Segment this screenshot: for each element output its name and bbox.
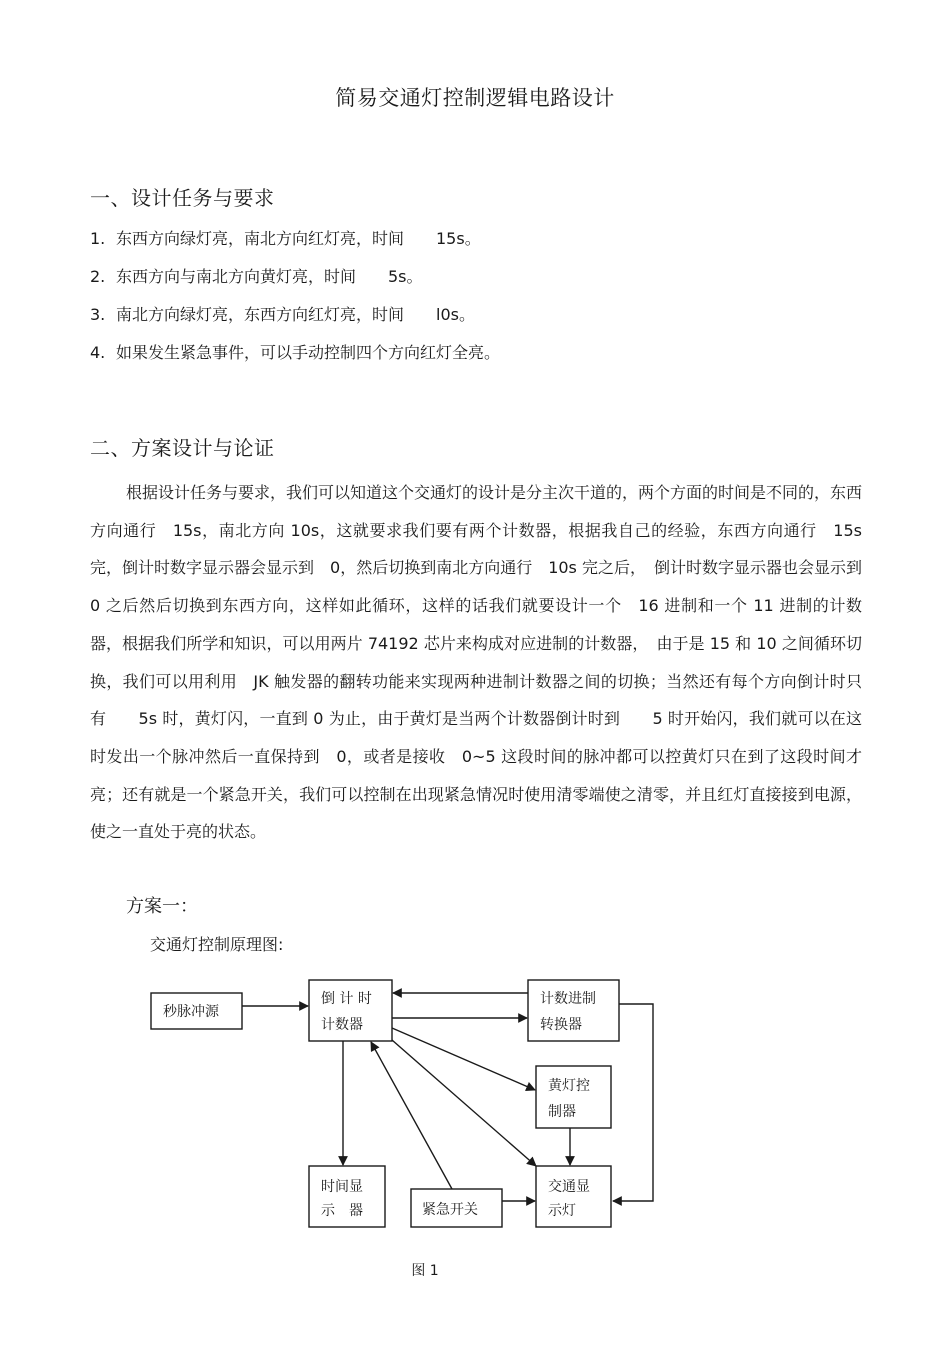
traffic-label-line2: 示灯 [548, 1203, 576, 1219]
section-heading-requirements: 一、设计任务与要求 [90, 186, 275, 210]
figure-label: 图 1 [411, 1263, 439, 1279]
list-item-text: 东西方向绿灯亮，南北方向红灯亮，时间 15s。 [116, 229, 481, 248]
emergency-label: 紧急开关 [422, 1202, 478, 1218]
time-display-label-line2: 示 器 [321, 1203, 363, 1219]
list-item-text: 南北方向绿灯亮，东西方向红灯亮，时间 l0s。 [116, 305, 475, 324]
pulse-source-label: 秒脉冲源 [163, 1004, 219, 1020]
yellow-label-line2: 制器 [548, 1104, 576, 1120]
design-paragraph: 根据设计任务与要求，我们可以知道这个交通灯的设计是分主次干道的，两个方面的时间是不同的，东西方向通行 15s，南北方向 10s，这就要求我们要有两个计数器，根据我自己的经验，东西方向通行 15s 完，倒计时数字显示器会显示到 0，然后切换到南北方向通行 10s 完之后， 倒计时数字显示器也会显示到 0 之后然后切换到东西方向，这样如此循环，这样的话我们就要设计一个 16 进制和一个 11 进制的计数器，根据我们所学和知识，可以用两片 74192 芯片来构成对应进制的计数器， 由于是 15 和 10 之间循环切换，我们可以用利用 JK 触发器的翻转功能来实现两种进制计数器之间的切换；当然还有每个方向倒计时只有 5s 时，黄灯闪，一直到 0 为止，由于黄灯是当两个计数器倒计时到 5 时开始闪，我们就可以在这时发出一个脉冲然后一直保持到 0，或者是接收 0~5 这段时间的脉冲都可以控黄灯只在到了这段时间才亮；还有就是一个紧急开关，我们可以控制在出现紧急情况时使用清零端使之清零，并且红灯直接接到电源，使之一直处于亮的状态。 [90, 483, 879, 842]
countdown-label-line2: 计数器 [321, 1017, 363, 1033]
converter-label-line2: 转换器 [540, 1017, 582, 1033]
diagram-caption: 交通灯控制原理图: [150, 935, 284, 954]
scheme-label: 方案一： [126, 896, 198, 917]
list-item-number: 4. [90, 343, 106, 362]
arrow-emergency-to-counter [371, 1042, 452, 1189]
yellow-label-line1: 黄灯控 [548, 1078, 590, 1094]
list-item-number: 3. [90, 305, 106, 324]
list-item-text: 如果发生紧急事件，可以手动控制四个方向红灯全亮。 [116, 343, 501, 362]
section-heading-design: 二、方案设计与论证 [90, 436, 275, 460]
countdown-label-line1: 倒 计 时 [321, 991, 372, 1007]
list-item-text: 东西方向与南北方向黄灯亮，时间 5s。 [116, 267, 423, 286]
list-item-number: 2. [90, 267, 106, 286]
converter-label-line1: 计数进制 [540, 991, 596, 1007]
document-title: 简易交通灯控制逻辑电路设计 [335, 86, 615, 110]
traffic-label-line1: 交通显 [548, 1179, 590, 1195]
list-item-number: 1. [90, 229, 106, 248]
time-display-label-line1: 时间显 [321, 1179, 363, 1195]
